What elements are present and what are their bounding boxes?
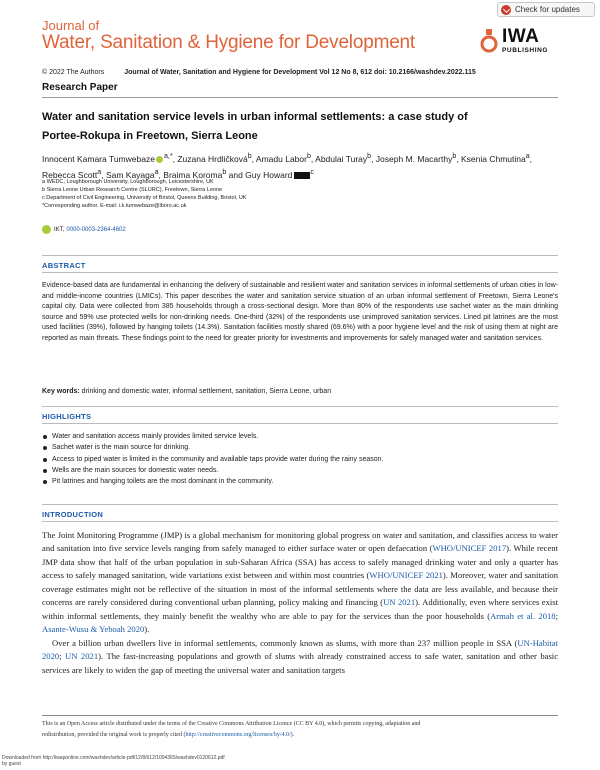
text-run: ). Additionally, even where services exist within informal settlements, they mainly benefit the wealthy who are able to pay for the services than the poor households (: [42, 597, 559, 621]
author-sup: b: [306, 152, 311, 160]
journal-title: Water, Sanitation & Hygiene for Development: [42, 32, 416, 53]
citation-link[interactable]: WHO/UNICEF 2021: [369, 570, 443, 581]
download-line: Downloaded from http://iwaponline.com/washdev/article-pdf/12/8/612/1094365/washdev0120612.pdf: [2, 755, 225, 761]
author-name[interactable]: , Zuzana Hrdličková: [172, 153, 248, 164]
citation-link[interactable]: WHO/UNICEF 2017: [432, 543, 507, 554]
open-access-note: [42, 719, 558, 741]
affiliations: [42, 178, 247, 210]
introduction-heading: INTRODUCTION: [42, 510, 104, 519]
section-divider: [42, 406, 558, 407]
publisher-subtitle: PUBLISHING: [502, 47, 549, 54]
author-name[interactable]: and Guy Howard: [226, 169, 293, 180]
citation-line: [42, 69, 476, 76]
orcid-label: IKT,: [54, 226, 65, 233]
check-updates-label: Check for updates: [515, 5, 580, 14]
author-sup: a: [525, 152, 530, 160]
author-sup: a,*: [163, 152, 173, 160]
iwa-logo-icon: [480, 28, 498, 54]
introduction-body: [42, 529, 558, 677]
affiliation-line: b Sierra Leone Urban Research Centre (SLURC), Freetown, Sierra Leone: [42, 187, 223, 193]
citation-link[interactable]: UN-Habitat 2020: [42, 637, 558, 662]
citation-link[interactable]: Armah et al. 2018: [490, 610, 556, 621]
check-updates-icon: [501, 5, 511, 15]
abstract-text: Evidence-based data are fundamental in enhancing the delivery of sustainable and resilient water and sanitation services in informal settlements of urban cities in low- and middle-income countries (LMICs). This paper describes the water and sanitation service situation of an urban informal settlement of Freetown, Sierra Leone's capital city. Data were collected from 385 households through a cross-sectional design. More than 80% of the respondents use sachet water as the main drinking source and 59% use protected wells for non-drinking needs. One-third (32%) of the respondents use unimproved sanitation services. Lined pit latrines are the most used facilities (39%), followed by hanging toilets (14.3%). Sanitation facilities mostly shared (69.6%) with a poor hygiene level and the risk of using them at night are reported as main threats. These findings point to the need for greater priority for investments and improvements for safely managed water and sanitation services.: [42, 282, 558, 342]
author-list: [42, 150, 558, 182]
highlights-list: [42, 431, 558, 487]
citation-link[interactable]: UN 2021: [65, 651, 99, 662]
iwa-member-icon: [294, 172, 310, 179]
oa-line: [42, 730, 558, 741]
text-run: ).: [290, 732, 295, 738]
highlight-item: Access to piped water is limited in the community and available taps provide water during the rainy season.: [42, 454, 558, 465]
download-line: by guest: [2, 761, 21, 767]
article-type: Research Paper: [42, 82, 118, 93]
publisher-logo: [480, 24, 556, 64]
title-line: Portee-Rokupa in Freetown, Sierra Leone: [42, 130, 258, 142]
article-title: [42, 108, 558, 146]
journal-prefix: Journal of: [42, 18, 100, 33]
section-divider: [42, 423, 558, 424]
affiliation-line: a WEDC, Loughborough University, Loughborough, Leicestershire, UK: [42, 179, 214, 185]
author-sup: b: [247, 152, 252, 160]
title-line: Water and sanitation service levels in urban informal settlements: a case study of: [42, 111, 468, 123]
publisher-wordmark: IWA: [502, 26, 540, 47]
author-name[interactable]: , Braima Koroma: [158, 169, 223, 180]
license-link[interactable]: http://creativecommons.org/licenses/by/4.0/: [185, 732, 291, 738]
highlight-item: Water and sanitation access mainly provides limited service levels.: [42, 431, 558, 442]
orcid-icon: [42, 225, 51, 234]
author-name[interactable]: , Abdulai Turay: [310, 153, 368, 164]
paragraph: [42, 529, 558, 637]
citation-link[interactable]: Asante-Wusu & Yeboah 2020: [42, 624, 145, 635]
author-sup: b: [452, 152, 457, 160]
orcid-icon[interactable]: [156, 156, 163, 163]
author-sup: a: [97, 167, 102, 176]
copyright: © 2022 The Authors: [42, 69, 105, 76]
text-run: ;: [555, 610, 558, 621]
author-name[interactable]: , Ksenia Chmutina: [456, 153, 526, 164]
check-for-updates-button[interactable]: [497, 2, 595, 17]
text-run: ).: [144, 624, 150, 635]
abstract-heading: ABSTRACT: [42, 261, 86, 270]
highlights-heading: HIGHLIGHTS: [42, 412, 92, 421]
highlight-item: Sachet water is the main source for drinking.: [42, 442, 558, 453]
text-run: ). Moreover, water and sanitation coverage estimates might not be reflective of the situation in most of the informal settlements where the data are less available, and because their concerns are rarely considered during conventional urban planning, policy making and financing (: [42, 570, 558, 608]
citation: Journal of Water, Sanitation and Hygiene for Development Vol 12 No 8, 612 doi: 10.2166/washdev.2022.115: [124, 69, 476, 76]
section-divider: [42, 272, 558, 273]
author-name[interactable]: , Rebecca Scott: [42, 153, 533, 180]
keywords: [42, 388, 331, 395]
highlight-item: Pit latrines and hanging toilets are the most dominant in the community.: [42, 476, 558, 487]
corresponding-author: *Corresponding author. E-mail: i.k.tumwebaze@lboro.ac.uk: [42, 203, 187, 209]
author-name[interactable]: , Sam Kayaga: [101, 169, 155, 180]
affiliation-line: c Department of Civil Engineering, University of Bristol, Queens Building, Bristol, UK: [42, 195, 247, 201]
orcid-line: [42, 225, 126, 234]
author-sup: b: [222, 167, 227, 176]
highlight-item: Wells are the main sources for domestic water needs.: [42, 465, 558, 476]
text-run: redistribution, provided the original work is properly cited (: [42, 732, 186, 738]
section-divider: [42, 521, 558, 522]
oa-line: This is an Open Access article distributed under the terms of the Creative Commons Attribution Licence (CC BY 4.0), which permits copying, adaptation and: [42, 721, 421, 727]
author-name[interactable]: Innocent Kamara Tumwebaze: [42, 153, 155, 164]
download-note: [2, 755, 225, 767]
text-run: ;: [59, 651, 66, 662]
author-name[interactable]: , Amadu Labor: [251, 153, 307, 164]
section-divider: [42, 255, 558, 256]
citation-link[interactable]: UN 2021: [383, 597, 416, 608]
author-sup: a: [154, 167, 159, 176]
keywords-text: drinking and domestic water, informal settlement, sanitation, Sierra Leone, urban: [79, 388, 332, 395]
text-run: Over a billion urban dwellers live in informal settlements, commonly known as slums, with more than 237 million people in SSA (: [52, 637, 518, 648]
keywords-label: Key words:: [42, 388, 80, 395]
author-name[interactable]: , Joseph M. Macarthy: [371, 153, 453, 164]
paragraph: [42, 637, 558, 677]
text-run: ). While recent JMP data show that half of the urban population in sub-Saharan Africa (SSA) has access to safely managed drinking water and only a quarter has access to safely managed sanitation, wide variations exist between and within most countries (: [42, 543, 558, 581]
section-divider: [42, 504, 558, 505]
text-run: ). The fast-increasing populations and growth of slums with already constrained access to safe water, sanitation and other basic services are likely to widen the gap of meeting the universal water and sanitation targets: [42, 651, 559, 675]
footer-divider: [42, 715, 558, 716]
header-divider: [42, 97, 558, 98]
author-sup: c: [310, 167, 314, 176]
author-sup: b: [367, 152, 372, 160]
orcid-link[interactable]: 0000-0003-2364-4602: [66, 226, 126, 233]
text-run: The Joint Monitoring Programme (JMP) is a global mechanism for monitoring global progress on water and sanitation, and classifies access to water and sanitation into five service levels ranging from safely managed to either surface water or open defaecation (: [42, 530, 558, 554]
